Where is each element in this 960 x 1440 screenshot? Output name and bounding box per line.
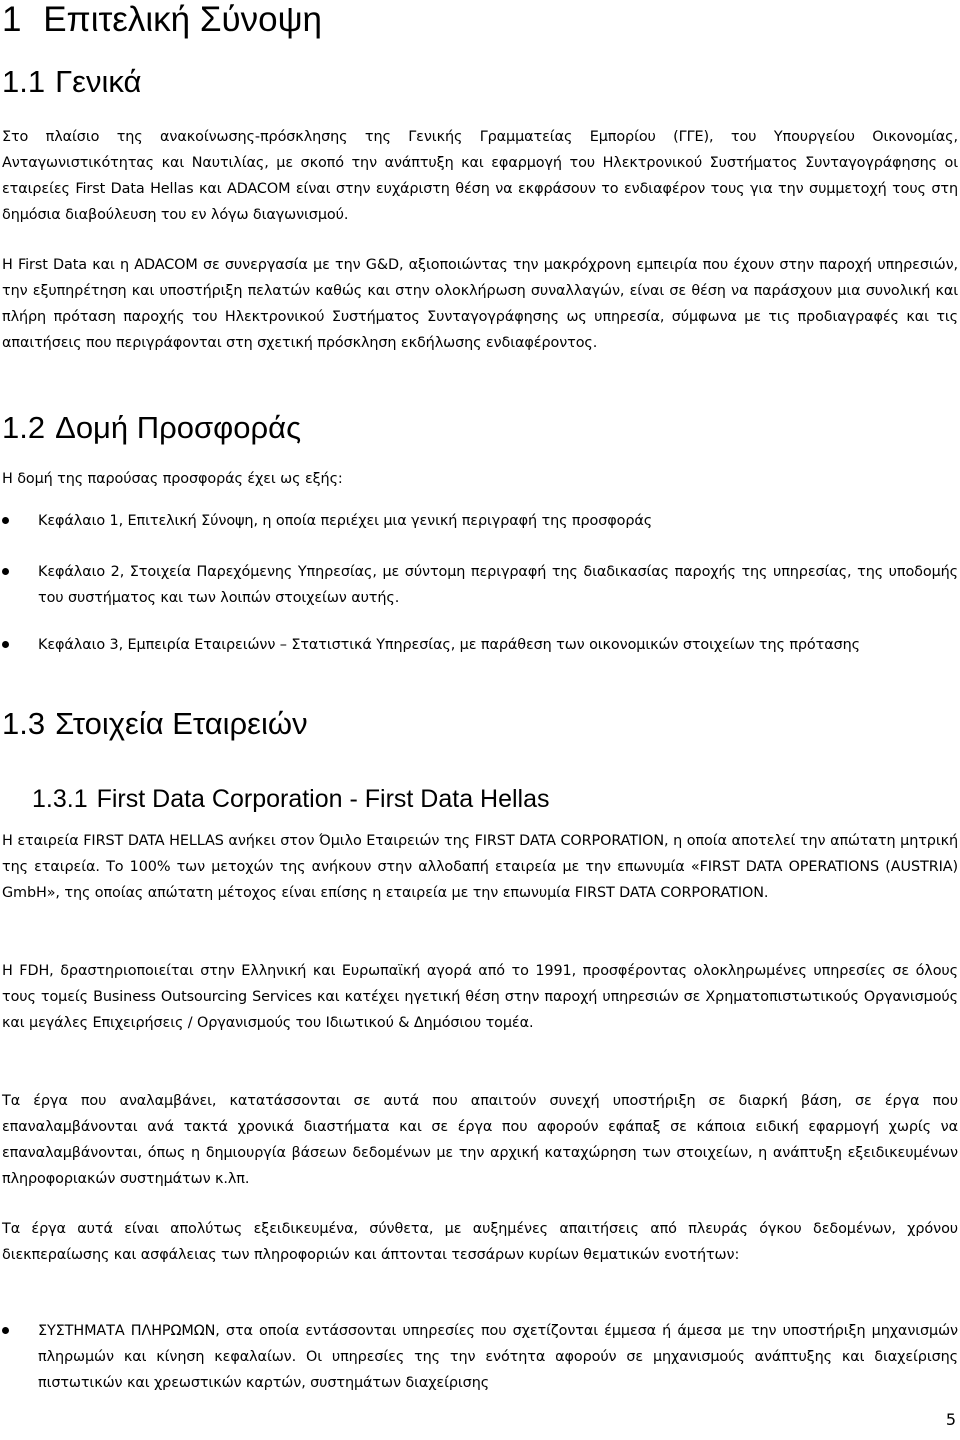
section-number: 1.3 <box>2 706 46 741</box>
subsection-heading-1-3-1 <box>32 784 550 814</box>
section-heading-1-2 <box>2 410 301 446</box>
list-item-text: Κεφάλαιο 3, Εμπειρία Εταιρειώνν – Στατιστικά Υπηρεσίας, με παράθεση των οικονομικών στοιχείων της πρότασης <box>38 637 860 653</box>
paragraph: Η εταιρεία FIRST DATA HELLAS ανήκει στον Όμιλο Εταιρειών της FIRST DATA CORPORATION, η οποία αποτελεί την απώτατη μητρική της εταιρεία. Το 100% των μετοχών της ανήκουν στην αλλοδαπή εταιρεία με την επωνυμία «FIRST DATA OPERATIONS (AUSTRIA) GmbH», της οποίας απώτατη μέτοχος είναι επίσης η εταιρεία με την επωνυμία FIRST DATA CORPORATION. <box>2 833 959 901</box>
chapter-title: Επιτελική Σύνοψη <box>43 0 323 39</box>
section-title: Δομή Προσφοράς <box>55 410 302 445</box>
section-number: 1.2 <box>2 410 46 445</box>
paragraph: Τα έργα αυτά είναι απολύτως εξειδικευμένα, σύνθετα, με αυξημένες απαιτήσεις από πλευράς όγκου δεδομένων, χρόνου διεκπεραίωσης και ασφάλειας των πληροφοριών και άπτονται τεσσάρων κυρίων θεματικών ενοτήτων: <box>2 1221 958 1263</box>
bullet-icon <box>2 517 9 524</box>
section-heading-1-1 <box>2 64 141 100</box>
bullet-icon <box>2 568 9 575</box>
paragraph: Η First Data και η ADACOM σε συνεργασία με την G&D, αξιοποιώντας την μακρόχρονη εμπειρία που έχουν στην παροχή υπηρεσιών, την εξυπηρέτηση και υποστήριξη πελατών καθώς και στην ολοκλήρωση συναλλαγών, είναι σε θέση να παράσχουν μια συνολική και πλήρη πρόταση παροχής του Ηλεκτρονικού Συστήματος Συνταγογράφησης ως υπηρεσία, σύμφωνα με τις προδιαγραφές και τις απαιτήσεις που περιγράφονται στη σχετική πρόσκληση εκδήλωσης ενδιαφέροντος. <box>2 257 958 351</box>
section-heading-1-3 <box>2 706 308 742</box>
section-title: Γενικά <box>55 64 142 99</box>
paragraph: Στο πλαίσιο της ανακοίνωσης-πρόσκλησης της Γενικής Γραμματείας Εμπορίου (ΓΓΕ), του Υπουργείου Οικονομίας, Ανταγωνιστικότητας και Ναυτιλίας, με σκοπό την ανάπτυξη και εφαρμογή του Ηλεκτρονικού Συστήματος Συνταγογράφησης οι εταιρείες First Data Hellas και ADACOM είναι στην ευχάριστη θέση να εκφράσουν το ενδιαφέρον τους για την συμμετοχή τους στη δημόσια διαβούλευση του εν λόγω διαγωνισμού. <box>2 129 958 223</box>
page-number: 5 <box>945 1410 956 1429</box>
section-number: 1.1 <box>2 64 46 99</box>
section-title: Στοιχεία Εταιρειών <box>55 706 308 741</box>
list-item-text: ΣΥΣΤΗΜΑΤΑ ΠΛΗΡΩΜΩΝ, στα οποία εντάσσονται υπηρεσίες που σχετίζονται έμμεσα ή άμεσα με την υποστήριξη μηχανισμών πληρωμών και κίνηση κεφαλαίων. Οι υπηρεσίες της την ενότητα αφορούν σε μηχανισμούς ανάπτυξης και διαχείρισης πιστωτικών και χρεωστικών καρτών, συστημάτων διαχείρισης <box>38 1323 958 1391</box>
chapter-heading <box>2 0 322 40</box>
paragraph: Η δομή της παρούσας προσφοράς έχει ως εξής: <box>2 471 343 487</box>
subsection-title: First Data Corporation - First Data Hellas <box>96 785 550 813</box>
subsection-number: 1.3.1 <box>32 785 88 813</box>
bullet-icon <box>2 641 9 648</box>
chapter-number: 1 <box>2 0 22 39</box>
paragraph: Τα έργα που αναλαμβάνει, κατατάσσονται σε αυτά που απαιτούν συνεχή υποστήριξη σε διαρκή βάση, σε έργα που επαναλαμβάνονται ανά τακτά χρονικά διαστήματα και σε έργα που αφορούν εφάπαξ σε κάποια ειδική εφαρμογή χωρίς να επαναλαμβάνονται, όπως η δημιουργία βάσεων δεδομένων με την αρχική καταχώρηση των στοιχείων, η ανάπτυξη εξειδικευμένων πληροφοριακών συστημάτων κ.λπ. <box>2 1093 958 1187</box>
bullet-icon <box>2 1327 9 1334</box>
list-item-text: Κεφάλαιο 2, Στοιχεία Παρεχόμενης Υπηρεσίας, με σύντομη περιγραφή της διαδικασίας παροχής της υπηρεσίας, της υποδομής του συστήματος και των λοιπών στοιχείων αυτής. <box>38 564 958 606</box>
paragraph: Η FDH, δραστηριοποιείται στην Ελληνική και Ευρωπαϊκή αγορά από το 1991, προσφέροντας ολοκληρωμένες υπηρεσίες σε όλους τους τομείς Business Outsourcing Services και κατέχει ηγετική θέση στην παροχή υπηρεσιών σε Χρηματοπιστωτικούς Οργανισμούς και μεγάλες Επιχειρήσεις / Οργανισμούς του Ιδιωτικού & Δημόσιου τομέα. <box>2 963 958 1031</box>
list-item-text: Κεφάλαιο 1, Επιτελική Σύνοψη, η οποία περιέχει μια γενική περιγραφή της προσφοράς <box>38 513 653 529</box>
